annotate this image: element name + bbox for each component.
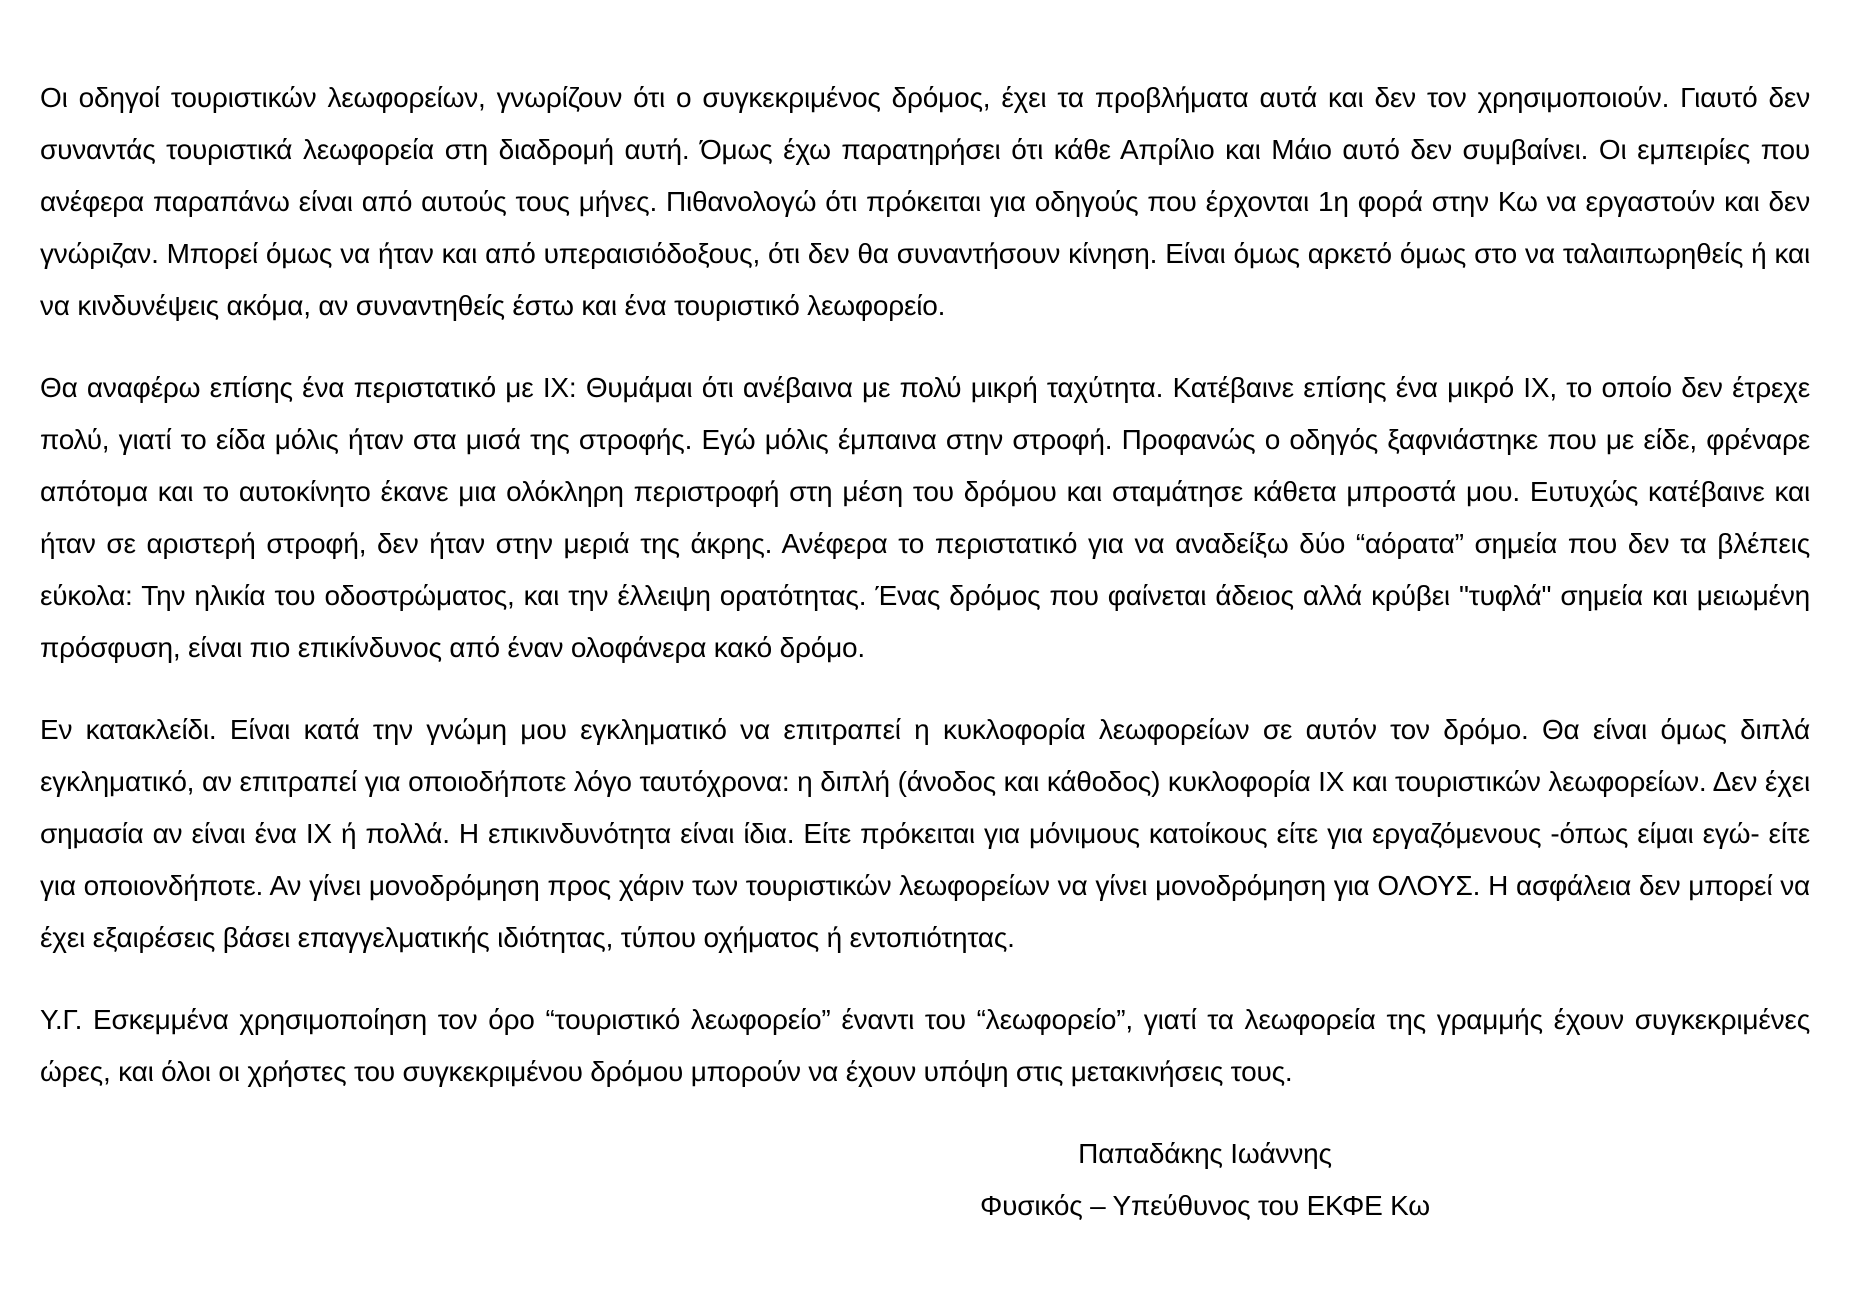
paragraph-conclusion: Εν κατακλείδι. Είναι κατά την γνώμη μου εγκληματικό να επιτραπεί η κυκλοφορία λεωφορείων σε αυτόν τον δρόμο. Θα είναι όμως διπλά εγκληματικό, αν επιτραπεί για οποιοδήποτε λόγο ταυτόχρονα: η διπλή (άνοδος και κάθοδος) κυκλοφορία ΙΧ και τουριστικών λεωφορείων. Δεν έχει σημασία αν είναι ένα ΙΧ ή πολλά. Η επικινδυνότητα είναι ίδια. Είτε πρόκειται για μόνιμους κατοίκους είτε για εργαζόμενους -όπως είμαι εγώ- είτε για οποιονδήποτε. Αν γίνει μονοδρόμηση προς χάριν των τουριστικών λεωφορείων να γίνει μονοδρόμηση για ΟΛΟΥΣ. Η ασφάλεια δεν μπορεί να έχει εξαιρέσεις βάσει επαγγελματικής ιδιότητας, τύπου οχήματος ή εντοπιότητας. [40,714,1810,953]
signature-title: Φυσικός – Υπεύθυνος του ΕΚΦΕ Κω [980,1190,1430,1221]
paragraph-postscript: Υ.Γ. Εσκεμμένα χρησιμοποίηση τον όρο “τουριστικό λεωφορείο” έναντι του “λεωφορείο”, γιατί τα λεωφορεία της γραμμής έχουν συγκεκριμένες ώρες, και όλοι οι χρήστες του συγκεκριμένου δρόμου μπορούν να έχουν υπόψη στις μετακινήσεις τους. [40,1004,1810,1087]
paragraph-bus-drivers: Οι οδηγοί τουριστικών λεωφορείων, γνωρίζουν ότι ο συγκεκριμένος δρόμος, έχει τα προβλήματα αυτά και δεν τον χρησιμοποιούν. Γιαυτό δεν συναντάς τουριστικά λεωφορεία στη διαδρομή αυτή. Όμως έχω παρατηρήσει ότι κάθε Απρίλιο και Μάιο αυτό δεν συμβαίνει. Οι εμπειρίες που ανέφερα παραπάνω είναι από αυτούς τους μήνες. Πιθανολογώ ότι πρόκειται για οδηγούς που έρχονται 1η φορά στην Κω να εργαστούν και δεν γνώριζαν. Μπορεί όμως να ήταν και από υπεραισιόδοξους, ότι δεν θα συναντήσουν κίνηση. Είναι όμως αρκετό όμως στο να ταλαιπωρηθείς ή και να κινδυνέψεις ακόμα, αν συναντηθείς έστω και ένα τουριστικό λεωφορείο. [40,82,1810,321]
signature-block [40,1128,1810,1232]
paragraph-ix-incident: Θα αναφέρω επίσης ένα περιστατικό με ΙΧ: Θυμάμαι ότι ανέβαινα με πολύ μικρή ταχύτητα. Κατέβαινε επίσης ένα μικρό ΙΧ, το οποίο δεν έτρεχε πολύ, γιατί το είδα μόλις ήταν στα μισά της στροφής. Εγώ μόλις έμπαινα στην στροφή. Προφανώς ο οδηγός ξαφνιάστηκε που με είδε, φρέναρε απότομα και το αυτοκίνητο έκανε μια ολόκληρη περιστροφή στη μέση του δρόμου και σταμάτησε κάθετα μπροστά μου. Ευτυχώς κατέβαινε και ήταν σε αριστερή στροφή, δεν ήταν στην μεριά της άκρης. Ανέφερα το περιστατικό για να αναδείξω δύο “αόρατα” σημεία που δεν τα βλέπεις εύκολα: Την ηλικία του οδοστρώματος, και την έλλειψη ορατότητας. Ένας δρόμος που φαίνεται άδειος αλλά κρύβει "τυφλά" σημεία και μειωμένη πρόσφυση, είναι πιο επικίνδυνος από έναν ολοφάνερα κακό δρόμο. [40,372,1810,663]
signature-name: Παπαδάκης Ιωάννης [1078,1138,1332,1169]
